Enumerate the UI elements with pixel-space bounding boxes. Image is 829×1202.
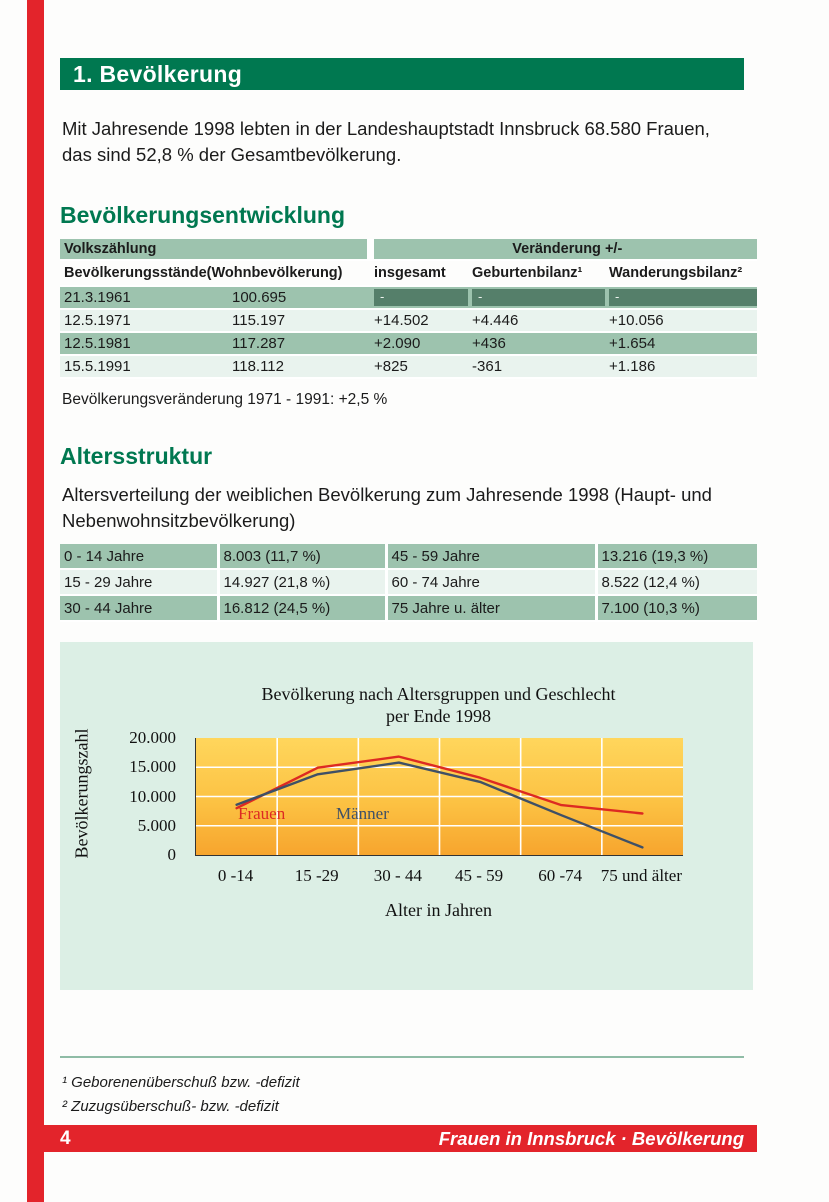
page-number: 4 <box>60 1127 71 1149</box>
table-cell: 8.522 (12,4 %) <box>596 569 757 595</box>
table-cell: +825 <box>370 355 468 378</box>
table-cell: 45 - 59 Jahre <box>386 544 596 569</box>
table-cell: 75 Jahre u. älter <box>386 595 596 621</box>
table-cell: 15.5.1991 <box>60 355 228 378</box>
left-red-stripe <box>27 0 44 1202</box>
table-cell <box>605 286 757 309</box>
table-cell: +2.090 <box>370 332 468 355</box>
y-tick: 10.000 <box>129 786 176 806</box>
x-tick: 60 -74 <box>538 866 583 885</box>
table-cell: 0 - 14 Jahre <box>60 544 218 569</box>
table-cell: 14.927 (21,8 %) <box>218 569 386 595</box>
col-header: insgesamt <box>370 260 468 286</box>
table-cell: 12.5.1981 <box>60 332 228 355</box>
table-cell: +436 <box>468 332 605 355</box>
table-cell: 8.003 (11,7 %) <box>218 544 386 569</box>
table-cell: 15 - 29 Jahre <box>60 569 218 595</box>
table-cell <box>468 286 605 309</box>
footnote-2: ² Zuzugsüberschuß- bzw. -defizit <box>62 1098 279 1115</box>
footnote-divider <box>60 1056 744 1058</box>
table-cell: 21.3.1961 <box>60 286 228 309</box>
age-intro-paragraph: Altersverteilung der weiblichen Bevölkerung zum Jahresende 1998 (Haupt- und Nebenwohnsitzbevölkerung) <box>62 484 712 531</box>
table-row <box>60 569 757 595</box>
chart-x-ticks <box>195 866 682 886</box>
y-tick: 20.000 <box>129 728 176 747</box>
col-header: Wanderungsbilanz² <box>605 260 757 286</box>
table-band-row <box>60 239 757 260</box>
y-tick: 0 <box>167 845 176 864</box>
x-tick: 45 - 59 <box>454 866 504 885</box>
table-row <box>60 286 757 309</box>
table-row <box>60 309 757 332</box>
population-development-table <box>60 239 757 379</box>
footer-title: Frauen in Innsbruck · Bevölkerung <box>438 1127 744 1149</box>
table-cell: -361 <box>468 355 605 378</box>
y-tick: 15.000 <box>129 757 176 777</box>
chapter-title: 1. Bevölkerung <box>73 61 243 87</box>
col-header: Geburtenbilanz¹ <box>468 260 605 286</box>
table-row <box>60 595 757 621</box>
table-cell: 7.100 (10,3 %) <box>596 595 757 621</box>
table-row <box>60 544 757 569</box>
table-cell: +1.654 <box>605 332 757 355</box>
chapter-title-bar <box>60 58 744 90</box>
footnote-1: ¹ Geborenenüberschuß bzw. -defizit <box>62 1074 300 1091</box>
table-cell <box>370 286 468 309</box>
col-header: Bevölkerungsstände(Wohnbevölkerung) <box>60 260 370 286</box>
intro-paragraph: Mit Jahresende 1998 lebten in der Landeshauptstadt Innsbruck 68.580 Frauen, das sind 52,8 % der Gesamtbevölkerung. <box>62 118 710 165</box>
population-chart <box>60 642 753 990</box>
y-tick: 5.000 <box>137 815 176 835</box>
footer-bar <box>27 1125 757 1152</box>
heading-altersstruktur: Altersstruktur <box>60 443 213 469</box>
table-cell: 12.5.1971 <box>60 309 228 332</box>
table-cell: +4.446 <box>468 309 605 332</box>
dash-chip: - <box>374 289 468 306</box>
chart-y-ticks <box>60 728 176 864</box>
table-cell: 60 - 74 Jahre <box>386 569 596 595</box>
chart-x-axis-label: Alter in Jahren <box>385 900 492 920</box>
band-veraenderung: Veränderung +/- <box>370 239 757 260</box>
dash-chip: - <box>609 289 757 306</box>
chart-subtitle: per Ende 1998 <box>386 706 491 726</box>
chart-lines-svg <box>196 738 683 855</box>
x-tick: 30 - 44 <box>373 866 422 885</box>
x-tick: 0 -14 <box>217 866 254 885</box>
x-tick: 75 und älter <box>600 866 682 885</box>
table-header-row <box>60 260 757 286</box>
chart-y-axis-label: Bevölkerungszahl <box>71 728 92 859</box>
table-cell: 100.695 <box>228 286 370 309</box>
table-cell: 13.216 (19,3 %) <box>596 544 757 569</box>
legend-frauen: Frauen <box>238 804 286 823</box>
chart-title: Bevölkerung nach Altersgruppen und Geschlecht <box>261 684 616 704</box>
dash-chip: - <box>472 289 605 306</box>
table-cell: +10.056 <box>605 309 757 332</box>
table-cell: +14.502 <box>370 309 468 332</box>
table-cell: +1.186 <box>605 355 757 378</box>
table-row <box>60 332 757 355</box>
heading-bevoelkerungsentwicklung: Bevölkerungsentwicklung <box>60 202 346 228</box>
table-row <box>60 355 757 378</box>
table-cell: 115.197 <box>228 309 370 332</box>
legend-maenner: Männer <box>336 804 389 823</box>
band-volkszaehlung: Volkszählung <box>60 239 370 260</box>
table-cell: 117.287 <box>228 332 370 355</box>
development-note: Bevölkerungsveränderung 1971 - 1991: +2,5 % <box>62 391 388 408</box>
chart-plot-area <box>195 738 683 856</box>
table-cell: 118.112 <box>228 355 370 378</box>
page-content <box>60 0 757 1118</box>
age-structure-table <box>60 544 757 622</box>
table-cell: 30 - 44 Jahre <box>60 595 218 621</box>
x-tick: 15 -29 <box>294 866 339 885</box>
table-cell: 16.812 (24,5 %) <box>218 595 386 621</box>
